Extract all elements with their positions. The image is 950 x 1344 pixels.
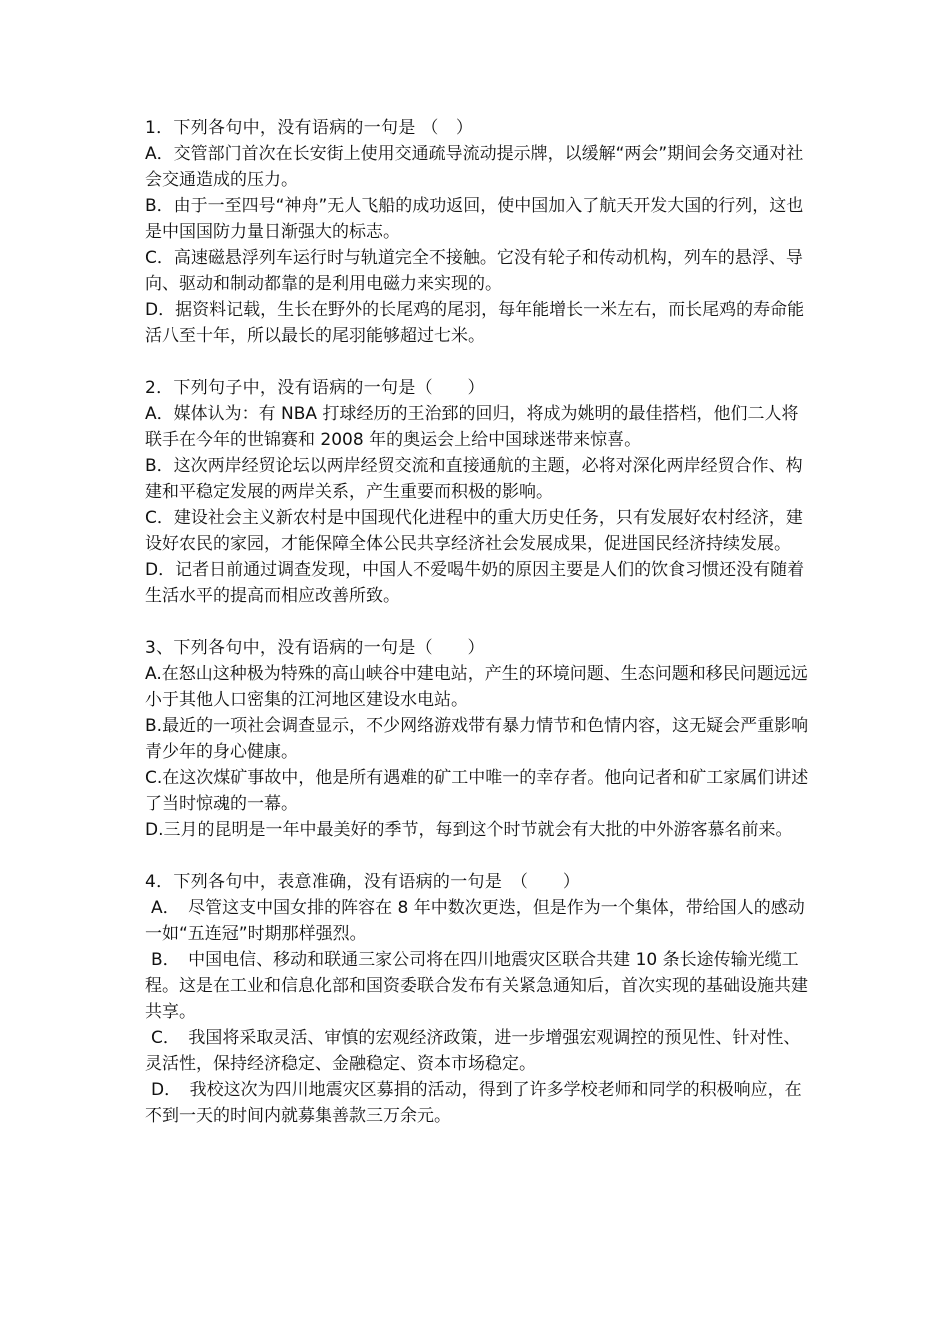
option-d: D． 我校这次为四川地震灾区募捐的活动，得到了许多学校老师和同学的积极响应，在不到一天的时间内就募集善款三万余元。	[145, 1080, 802, 1126]
option-a: A.在怒山这种极为特殊的高山峡谷中建电站，产生的环境问题、生态问题和移民问题远远小于其他人口密集的江河地区建设水电站。	[145, 664, 808, 710]
question-stem: 3、下列各句中，没有语病的一句是（ ）	[145, 638, 485, 658]
option-b: B.最近的一项社会调查显示，不少网络游戏带有暴力情节和色情内容，这无疑会严重影响青少年的身心健康。	[145, 716, 809, 762]
option-c: C． 我国将采取灵活、审慎的宏观经济政策，进一步增强宏观调控的预见性、针对性、灵活性，保持经济稳定、金融稳定、资本市场稳定。	[145, 1028, 801, 1074]
option-d: D．据资料记载，生长在野外的长尾鸡的尾羽，每年能增长一米左右，而长尾鸡的寿命能活八至十年，所以最长的尾羽能够超过七米。	[145, 300, 805, 346]
option-c: C．高速磁悬浮列车运行时与轨道完全不接触。它没有轮子和传动机构，列车的悬浮、导向、驱动和制动都靠的是利用电磁力来实现的。	[145, 248, 803, 294]
question-2	[145, 375, 813, 609]
option-c: C.在这次煤矿事故中，他是所有遇难的矿工中唯一的幸存者。他向记者和矿工家属们讲述了当时惊魂的一幕。	[145, 768, 809, 814]
option-d: D．记者日前通过调查发现，中国人不爱喝牛奶的原因主要是人们的饮食习惯还没有随着生活水平的提高而相应改善所致。	[145, 560, 805, 606]
option-a: A．交管部门首次在长安街上使用交通疏导流动提示牌，以缓解“两会”期间会务交通对社会交通造成的压力。	[145, 144, 804, 190]
question-4	[145, 869, 813, 1129]
document-page	[145, 115, 813, 1155]
option-b: B．由于一至四号“神舟”无人飞船的成功返回，使中国加入了航天开发大国的行列，这也是中国国防力量日渐强大的标志。	[145, 196, 804, 242]
question-stem: 2．下列句子中，没有语病的一句是（ ）	[145, 378, 485, 398]
option-c: C．建设社会主义新农村是中国现代化进程中的重大历史任务，只有发展好农村经济，建设好农民的家园，才能保障全体公民共享经济社会发展成果，促进国民经济持续发展。	[145, 508, 803, 554]
question-3	[145, 635, 813, 843]
option-a: A．媒体认为：有 NBA 打球经历的王治郅的回归，将成为姚明的最佳搭档，他们二人将联手在今年的世锦赛和 2008 年的奥运会上给中国球迷带来惊喜。	[145, 404, 799, 450]
question-1	[145, 115, 813, 349]
option-d: D.三月的昆明是一年中最美好的季节，每到这个时节就会有大批的中外游客慕名前来。	[145, 820, 793, 840]
option-b: B． 中国电信、移动和联通三家公司将在四川地震灾区联合共建 10 条长途传输光缆工程。这是在工业和信息化部和国资委联合发布有关紧急通知后，首次实现的基础设施共建共享。	[145, 950, 808, 1022]
question-stem: 1．下列各句中，没有语病的一句是 （ ）	[145, 118, 474, 138]
question-stem: 4．下列各句中，表意准确，没有语病的一句是 （ ）	[145, 872, 581, 892]
option-b: B．这次两岸经贸论坛以两岸经贸交流和直接通航的主题，必将对深化两岸经贸合作、构建和平稳定发展的两岸关系，产生重要而积极的影响。	[145, 456, 803, 502]
option-a: A． 尽管这支中国女排的阵容在 8 年中数次更迭，但是作为一个集体，带给国人的感动一如“五连冠”时期那样强烈。	[145, 898, 805, 944]
